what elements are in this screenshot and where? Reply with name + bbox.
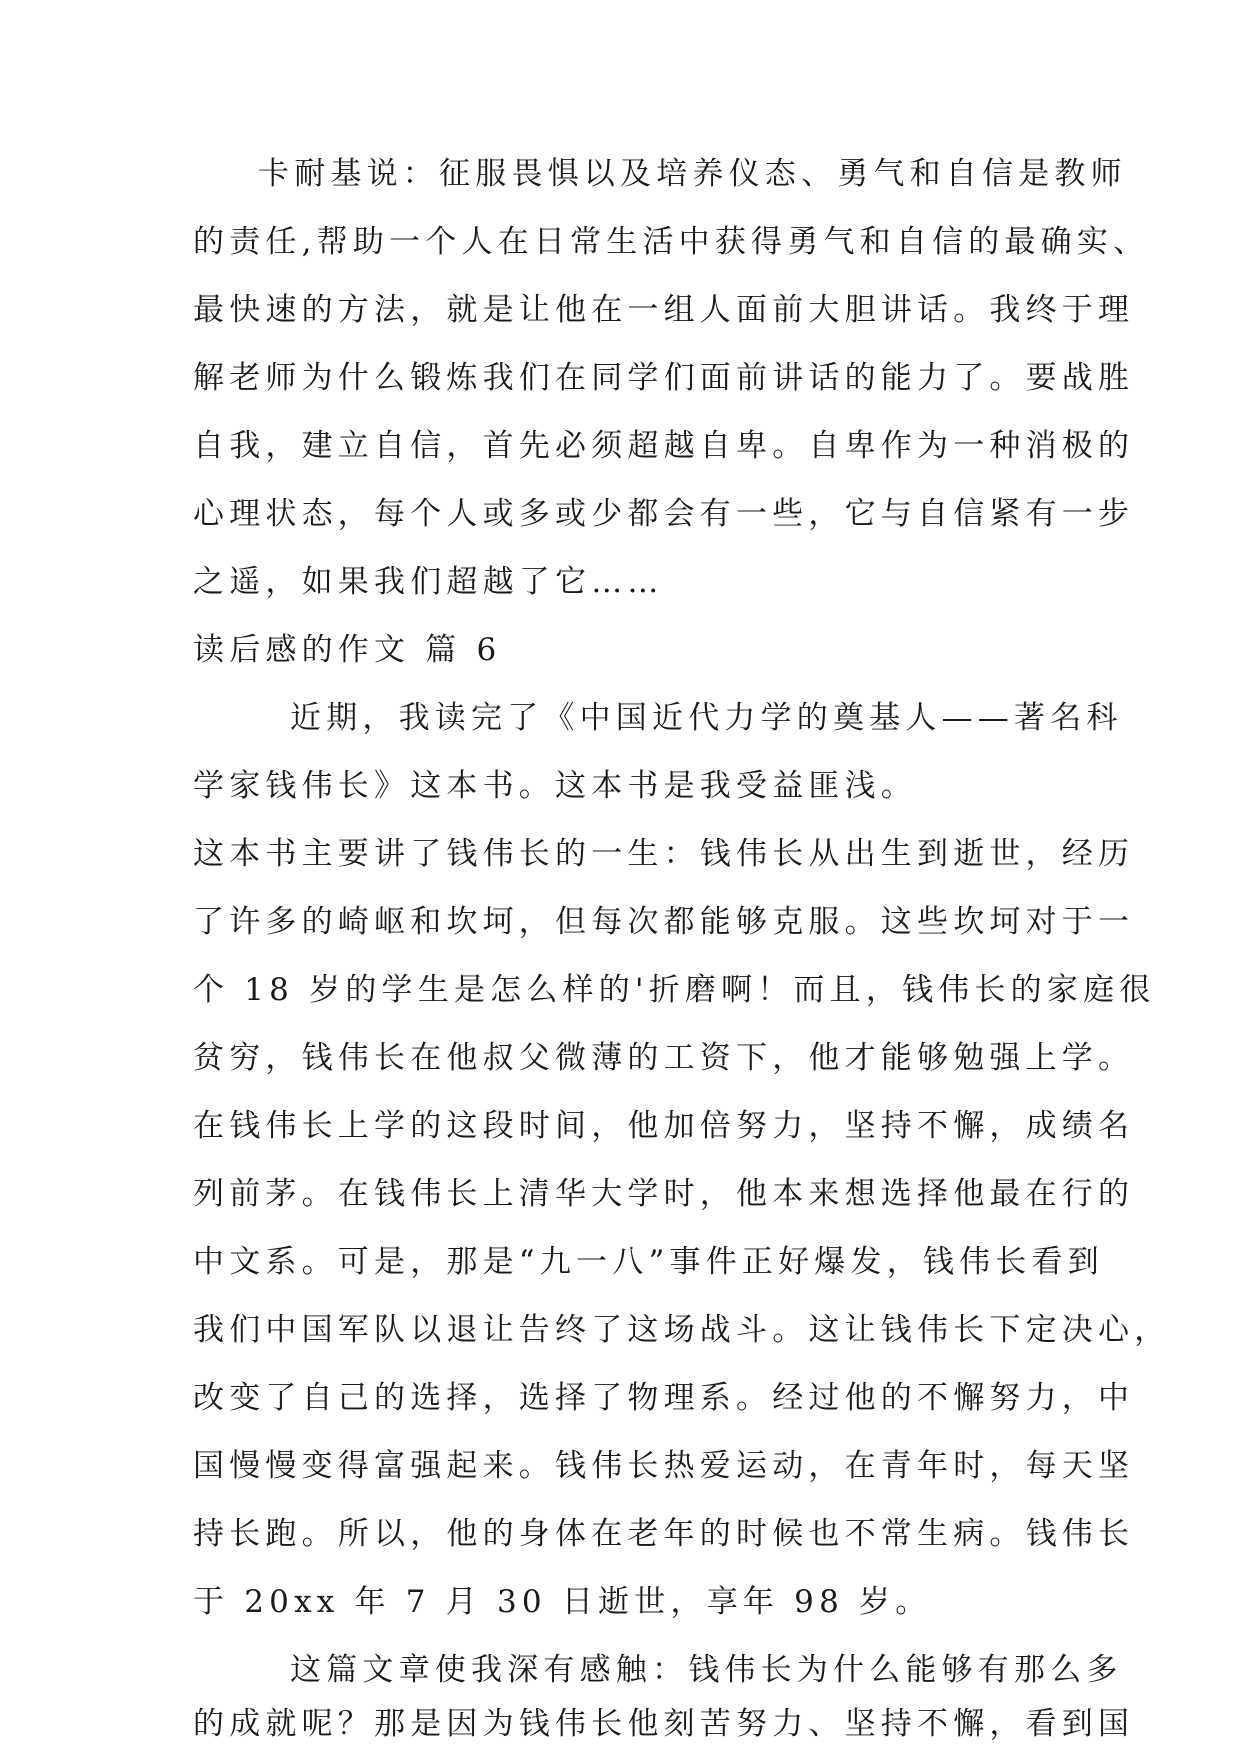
paragraph-1-line-1: 卡耐基说：征服畏惧以及培养仪态、勇气和自信是教师 [258,156,1127,192]
paragraph-3-line-4: 贫穷，钱伟长在他叔父微薄的工资下，他才能够勉强上学。 [193,1040,1135,1076]
paragraph-1-line-7: 之遥，如果我们超越了它…… [193,564,664,600]
paragraph-3-line-6: 列前茅。在钱伟长上清华大学时，他本来想选择他最在行的 [193,1176,1135,1212]
paragraph-3-line-8: 我们中国军队以退让告终了这场战斗。这让钱伟长下定决心， [193,1312,1171,1348]
paragraph-3-line-3: 个 18 岁的学生是怎么样的'折磨啊！而且，钱伟长的家庭很 [193,972,1156,1008]
paragraph-3-line-5: 在钱伟长上学的这段时间，他加倍努力，坚持不懈，成绩名 [193,1108,1135,1144]
paragraph-3-line-11: 持长跑。所以，他的身体在老年的时候也不常生病。钱伟长 [193,1516,1135,1552]
paragraph-3-line-12: 于 20xx 年 7 月 30 日逝世，享年 98 岁。 [193,1584,932,1620]
paragraph-3-line-10: 国慢慢变得富强起来。钱伟长热爱运动，在青年时，每天坚 [193,1448,1135,1484]
paragraph-3-line-1: 这本书主要讲了钱伟长的一生：钱伟长从出生到逝世，经历 [193,836,1135,872]
paragraph-3-line-7: 中文系。可是，那是“九一八”事件正好爆发，钱伟长看到 [193,1244,1104,1280]
paragraph-4-line-1: 这篇文章使我深有感触：钱伟长为什么能够有那么多 [290,1652,1123,1688]
paragraph-1-line-3: 最快速的方法，就是让他在一组人面前大胆讲话。我终于理 [193,292,1135,328]
paragraph-2-line-1: 近期，我读完了《中国近代力学的奠基人——著名科 [290,700,1123,736]
paragraph-1-line-5: 自我，建立自信，首先必须超越自卑。自卑作为一种消极的 [193,428,1135,464]
paragraph-3-line-9: 改变了自己的选择，选择了物理系。经过他的不懈努力，中 [193,1380,1135,1416]
paragraph-4-line-2: 的成就呢？那是因为钱伟长他刻苦努力、坚持不懈，看到国 [193,1706,1135,1742]
paragraph-2-line-2: 学家钱伟长》这本书。这本书是我受益匪浅。 [193,768,917,804]
paragraph-1-line-2: 的责任,帮助一个人在日常生活中获得勇气和自信的最确实、 [193,224,1150,260]
paragraph-3-line-2: 了许多的崎岖和坎坷，但每次都能够克服。这些坎坷对于一 [193,904,1135,940]
paragraph-1-line-6: 心理状态，每个人或多或少都会有一些，它与自信紧有一步 [193,496,1135,532]
paragraph-1-line-4: 解老师为什么锻炼我们在同学们面前讲话的能力了。要战胜 [193,360,1135,396]
section-heading: 读后感的作文 篇 6 [193,632,502,668]
